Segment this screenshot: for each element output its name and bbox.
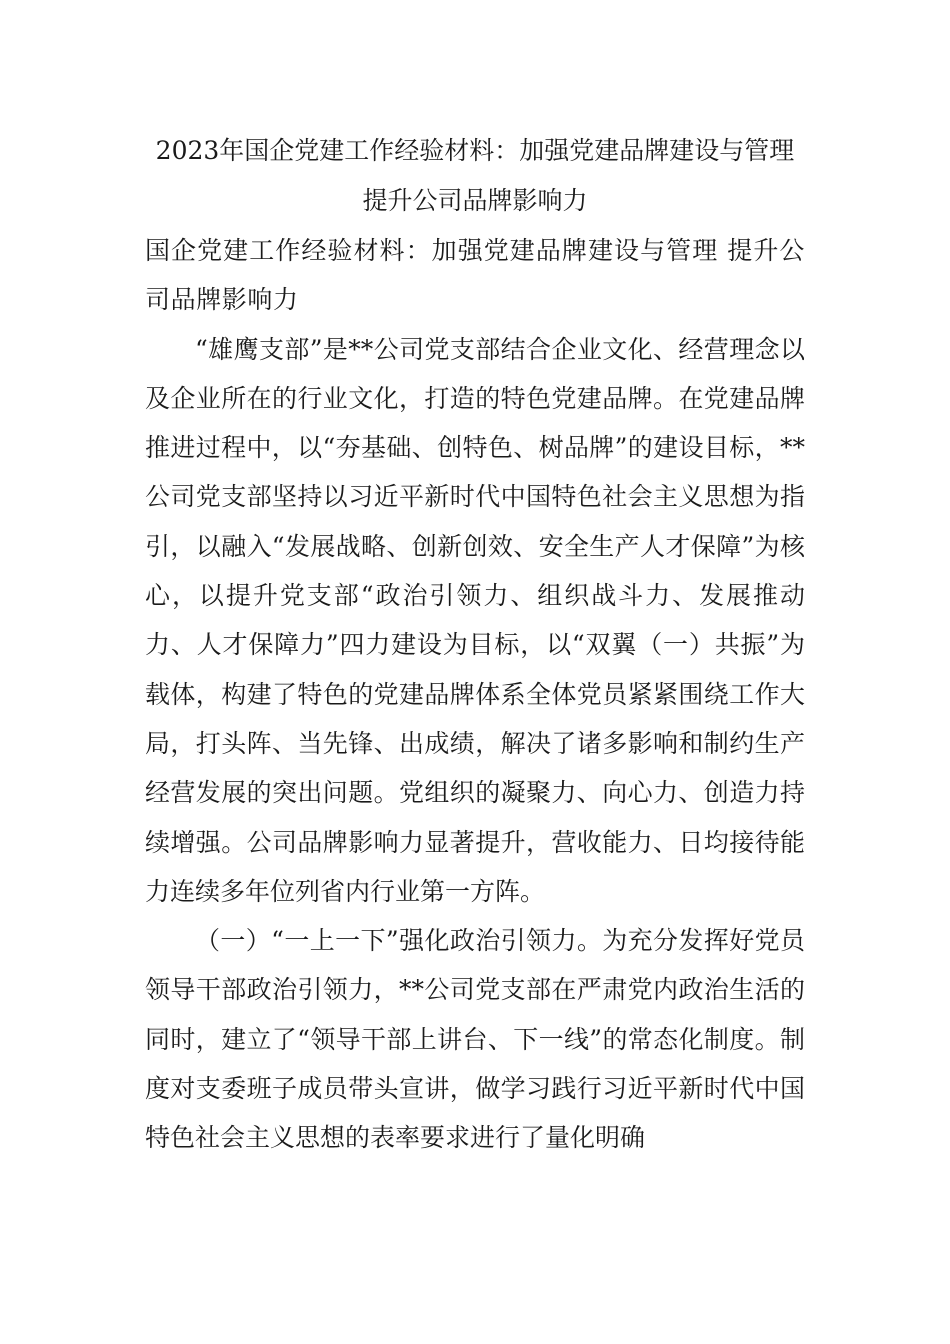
body-paragraph-intro: “雄鹰支部”是**公司党支部结合企业文化、经营理念以及企业所在的行业文化，打造的特色党建品牌。在党建品牌推进过程中，以“夯基础、创特色、树品牌”的建设目标，**公司党支部坚持以习近平新时代中国特色社会主义思想为指引，以融入“发展战略、创新创效、安全生产人才保障”为核心，以提升党支部“政治引领力、组织战斗力、发展推动力、人才保障力”四力建设为目标，以“双翼（一）共振”为载体，构建了特色的党建品牌体系全体党员紧紧围绕工作大局，打头阵、当先锋、出成绩，解决了诸多影响和制约生产经营发展的突出问题。党组织的凝聚力、向心力、创造力持续增强。公司品牌影响力显著提升，营收能力、日均接待能力连续多年位列省内行业第一方阵。 [145,334,805,906]
document-subtitle: 国企党建工作经验材料：加强党建品牌建设与管理 提升公司品牌影响力 [145,236,805,315]
title-line-2: 提升公司品牌影响力 [362,186,588,215]
document-title [145,126,805,226]
title-line-1: 2023年国企党建工作经验材料：加强党建品牌建设与管理 [155,136,795,165]
document-page [145,126,805,1163]
body-paragraph-section-1: （一）“一上一下”强化政治引领力。为充分发挥好党员领导干部政治引领力，**公司党支部在严肃党内政治生活的同时，建立了“领导干部上讲台、下一线”的常态化制度。制度对支委班子成员带头宣讲，做学习践行习近平新时代中国特色社会主义思想的表率要求进行了量化明确 [145,926,805,1153]
